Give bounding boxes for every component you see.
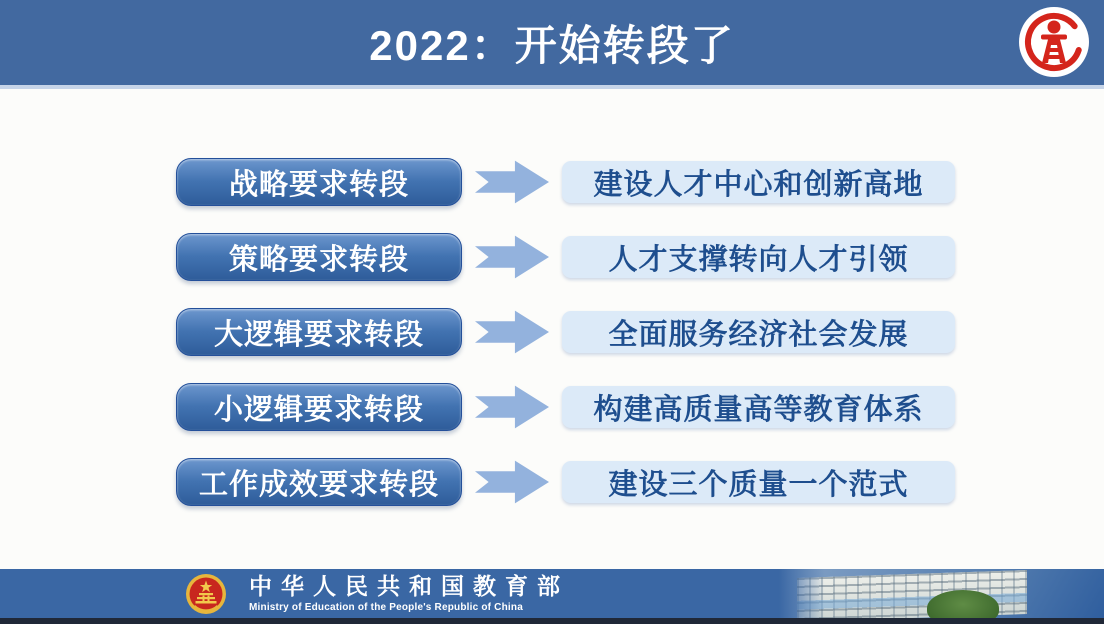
arrow-right-icon [462, 385, 562, 429]
slide-title: 2022：开始转段了 [369, 21, 735, 69]
header [0, 0, 1104, 85]
transition-list [0, 89, 1104, 506]
arrow-right-icon [462, 310, 562, 354]
stage-pill: 大逻辑要求转段 [176, 308, 462, 356]
national-emblem-icon [185, 572, 227, 616]
ministry-building-photo [779, 569, 1104, 618]
transition-row [176, 383, 1104, 431]
transition-row [176, 158, 1104, 206]
transition-row [176, 233, 1104, 281]
assessment-center-logo-icon [1017, 5, 1091, 79]
transition-row [176, 458, 1104, 506]
stage-pill: 工作成效要求转段 [176, 458, 462, 506]
ministry-name-en: Ministry of Education of the People's Republic of China [249, 602, 523, 614]
ministry-name-cn: 中华人民共和国教育部 [249, 573, 569, 599]
transition-row [176, 308, 1104, 356]
result-bar: 建设三个质量一个范式 [562, 461, 955, 503]
footer-bottom-strip [0, 618, 1104, 624]
footer [0, 569, 1104, 618]
arrow-right-icon [462, 460, 562, 504]
result-bar: 构建高质量高等教育体系 [562, 386, 955, 428]
result-bar: 建设人才中心和创新高地 [562, 161, 955, 203]
stage-pill: 策略要求转段 [176, 233, 462, 281]
ministry-text-block [249, 574, 569, 613]
stage-pill: 小逻辑要求转段 [176, 383, 462, 431]
arrow-right-icon [462, 160, 562, 204]
arrow-right-icon [462, 235, 562, 279]
stage-pill: 战略要求转段 [176, 158, 462, 206]
result-bar: 全面服务经济社会发展 [562, 311, 955, 353]
result-bar: 人才支撑转向人才引领 [562, 236, 955, 278]
photo-fade [779, 569, 1104, 618]
